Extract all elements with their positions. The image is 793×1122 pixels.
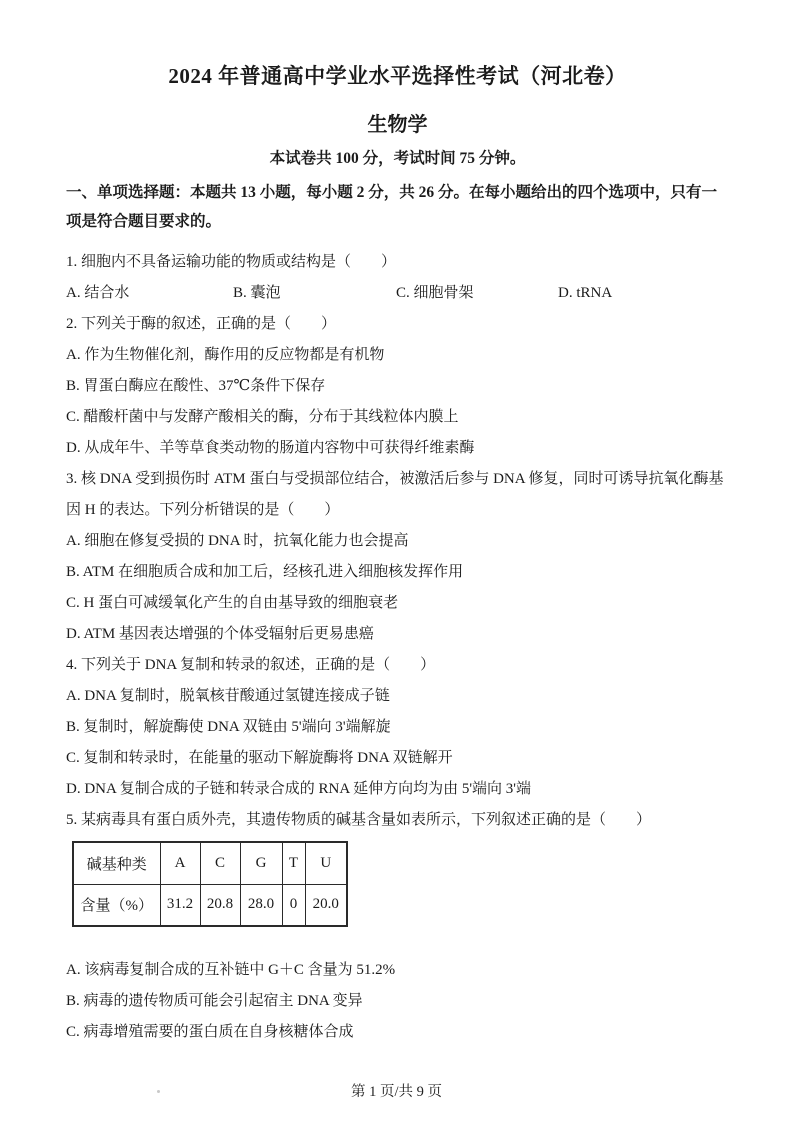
table-value-cell-a: 31.2 — [160, 884, 200, 926]
question-2-stem: 2. 下列关于酶的叙述，正确的是（ ） — [66, 316, 337, 332]
question-1-option-d: D. tRNA — [558, 285, 613, 301]
exam-subject: 生物学 — [367, 114, 428, 136]
question-5-option-c: C. 病毒增殖需要的蛋白质在自身核糖体合成 — [66, 1024, 354, 1040]
question-4-option-a: A. DNA 复制时，脱氧核苷酸通过氢键连接成子链 — [66, 688, 390, 704]
question-4-option-c: C. 复制和转录时，在能量的驱动下解旋酶将 DNA 双链解开 — [66, 750, 453, 766]
question-2-option-d: D. 从成年牛、羊等草食类动物的肠道内容物中可获得纤维素酶 — [66, 440, 475, 456]
question-2-option-b: B. 胃蛋白酶应在酸性、37℃条件下保存 — [66, 378, 326, 394]
exam-info-line: 本试卷共 100 分，考试时间 75 分钟。 — [269, 150, 526, 167]
question-5 — [66, 805, 729, 1048]
question-5-stem: 5. 某病毒具有蛋白质外壳，其遗传物质的碱基含量如表所示，下列叙述正确的是（ ） — [66, 812, 652, 828]
question-4-option-b: B. 复制时，解旋酶使 DNA 双链由 5'端向 3'端解旋 — [66, 719, 391, 735]
table-value-cell-t: 0 — [282, 884, 305, 926]
question-5-options — [66, 955, 729, 1048]
question-1-option-a: A. 结合水 — [66, 285, 130, 301]
table-header-cell-c: C — [200, 842, 240, 884]
question-4-option-d: D. DNA 复制合成的子链和转录合成的 RNA 延伸方向均为由 5'端向 3'端 — [66, 781, 532, 797]
question-1 — [66, 247, 729, 309]
table-header-cell-t: T — [282, 842, 305, 884]
question-1-option-c: C. 细胞骨架 — [396, 285, 474, 301]
table-value-cell-c: 20.8 — [200, 884, 240, 926]
page-footer — [0, 1080, 793, 1101]
question-1-option-b: B. 囊泡 — [233, 285, 281, 301]
base-composition-table — [72, 841, 348, 927]
exam-title: 2024 年普通高中学业水平选择性考试（河北卷） — [168, 64, 627, 88]
question-2-option-c: C. 醋酸杆菌中与发酵产酸相关的酶，分布于其线粒体内膜上 — [66, 409, 459, 425]
question-3-option-a: A. 细胞在修复受损的 DNA 时，抗氧化能力也会提高 — [66, 533, 409, 549]
table-value-cell-label: 含量（%） — [73, 884, 160, 926]
question-2 — [66, 309, 729, 464]
question-3 — [66, 464, 729, 650]
question-3-option-d: D. ATM 基因表达增强的个体受辐射后更易患癌 — [66, 626, 374, 642]
question-4 — [66, 650, 729, 805]
table-header-cell-u: U — [305, 842, 347, 884]
question-3-option-c: C. H 蛋白可减缓氧化产生的自由基导致的细胞衰老 — [66, 595, 399, 611]
question-1-stem: 1. 细胞内不具备运输功能的物质或结构是（ ） — [66, 254, 397, 270]
question-5-option-b: B. 病毒的遗传物质可能会引起宿主 DNA 变异 — [66, 993, 363, 1009]
question-5-option-a: A. 该病毒复制合成的互补链中 G＋C 含量为 51.2% — [66, 962, 396, 978]
table-header-cell-type: 碱基种类 — [73, 842, 160, 884]
question-3-stem: 3. 核 DNA 受到损伤时 ATM 蛋白与受损部位结合，被激活后参与 DNA 修复，同时可诱导抗氧化酶基因 H 的表达。下列分析错误的是（ ） — [66, 471, 724, 518]
questions-list — [66, 247, 729, 1048]
table-header-cell-g: G — [240, 842, 282, 884]
table-value-cell-g: 28.0 — [240, 884, 282, 926]
question-3-option-b: B. ATM 在细胞质合成和加工后，经核孔进入细胞核发挥作用 — [66, 564, 464, 580]
section-instruction: 一、单项选择题：本题共 13 小题，每小题 2 分，共 26 分。在每小题给出的四个选项中，只有一项是符合题目要求的。 — [66, 184, 718, 230]
page-number: 第 1 页/共 9 页 — [350, 1084, 443, 1100]
table-value-row — [73, 884, 347, 926]
question-2-option-a: A. 作为生物催化剂，酶作用的反应物都是有机物 — [66, 347, 385, 363]
question-1-options-row — [66, 278, 729, 309]
table-header-row — [73, 842, 347, 884]
table-value-cell-u: 20.0 — [305, 884, 347, 926]
question-4-stem: 4. 下列关于 DNA 复制和转录的叙述，正确的是（ ） — [66, 657, 436, 673]
table-header-cell-a: A — [160, 842, 200, 884]
